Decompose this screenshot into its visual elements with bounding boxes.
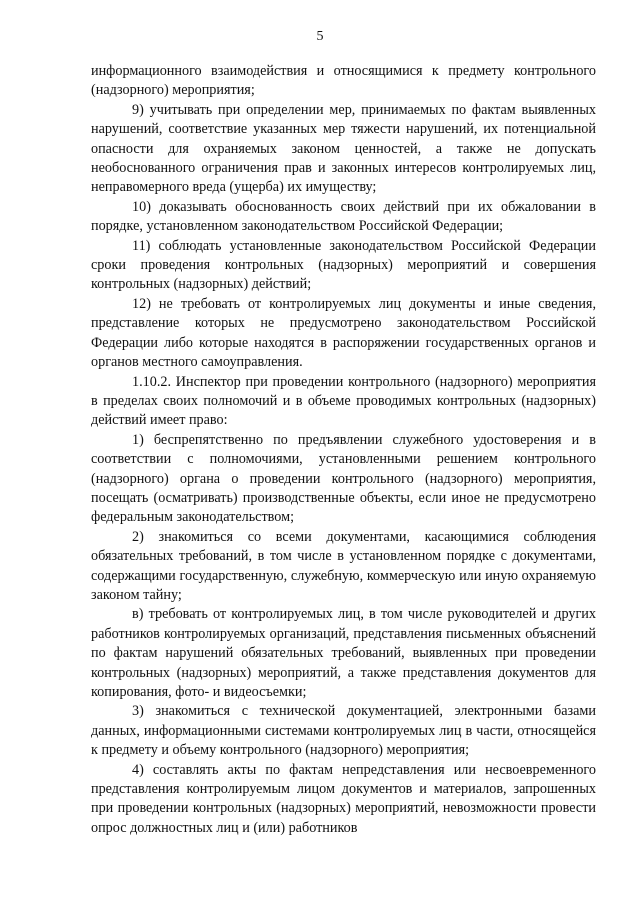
paragraph-right-v: в) требовать от контролируемых лиц, в том числе руководителей и других работников контролируемых организаций, представления письменных объяснений по фактам нарушений обязательных требований, выявленных при проведении контрольных (надзорных) мероприятий, а также представления документов для копирования, фото- и видеосъемки; <box>91 606 596 700</box>
page-number: 5 <box>316 29 324 44</box>
document-body <box>91 62 596 838</box>
paragraph-right-3: 3) знакомиться с технической документацией, электронными базами данных, информационными системами контролируемых лиц в части, относящейся к предмету и объему контрольного (надзорного) мероприятия; <box>91 703 596 759</box>
paragraph-section-1-10-2: 1.10.2. Инспектор при проведении контрольного (надзорного) мероприятия в пределах своих полномочий и в объеме проводимых контрольных (надзорных) действий имеет право: <box>91 373 596 429</box>
paragraph-right-4: 4) составлять акты по фактам непредставления или несвоевременного представления контролируемым лицом документов и материалов, запрошенных при проведении контрольных (надзорных) мероприятий, невозможности провести опрос должностных лиц и (или) работников <box>91 761 596 836</box>
paragraph-item-11: 11) соблюдать установленные законодательством Российской Федерации сроки проведения контрольных (надзорных) мероприятий и совершения контрольных (надзорных) действий; <box>91 237 596 293</box>
paragraph-item-10: 10) доказывать обоснованность своих действий при их обжаловании в порядке, установленном законодательством Российской Федерации; <box>91 198 596 235</box>
paragraph-continuation: информационного взаимодействия и относящимися к предмету контрольного (надзорного) мероприятия; <box>91 63 596 99</box>
paragraph-item-9: 9) учитывать при определении мер, принимаемых по фактам выявленных нарушений, соответствие указанных мер тяжести нарушений, их потенциальной опасности для охраняемых законом ценностей, а также не допускать необоснованного ограничения прав и законных интересов контролируемых лиц, неправомерного вреда (ущерба) их имуществу; <box>91 101 596 196</box>
paragraph-right-1: 1) беспрепятственно по предъявлении служебного удостоверения и в соответствии с полномочиями, установленными решением контрольного (надзорного) органа о проведении контрольного (надзорного) мероприятия, посещать (осматривать) производственные объекты, если иное не предусмотрено федеральным законодательством; <box>91 431 596 526</box>
paragraph-right-2: 2) знакомиться со всеми документами, касающимися соблюдения обязательных требований, в том числе в установленном порядке с документами, содержащими государственную, служебную, коммерческую или иную охраняемую законом тайну; <box>91 528 596 603</box>
paragraph-item-12: 12) не требовать от контролируемых лиц документы и иные сведения, представление которых не предусмотрено законодательством Российской Федерации либо которые находятся в распоряжении государственных органов и органов местного самоуправления. <box>91 295 596 371</box>
